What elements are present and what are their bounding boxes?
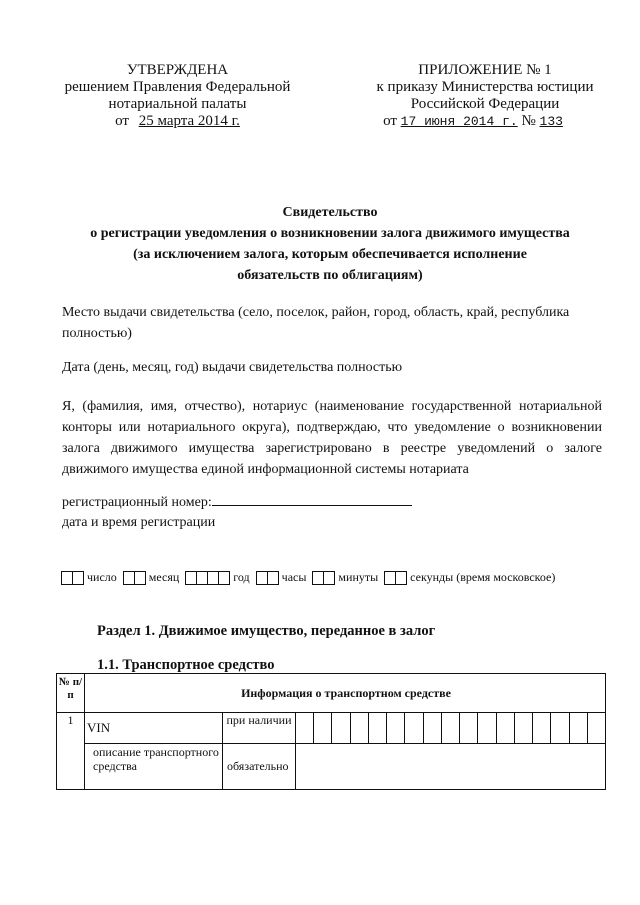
title-line3: (за исключением залога, которым обеспечивается исполнение bbox=[133, 247, 527, 262]
day-label: число bbox=[87, 570, 117, 584]
approved-date: 25 марта 2014 г. bbox=[138, 113, 240, 129]
vehicle-table bbox=[56, 673, 606, 790]
table-row bbox=[57, 744, 606, 790]
appendix-number-prefix: № bbox=[521, 113, 536, 129]
place-of-issue-text: Место выдачи свидетельства (село, поселок, район, город, область, край, республика полностью) bbox=[62, 305, 570, 341]
reg-number-label: регистрационный номер: bbox=[62, 495, 212, 510]
date-of-issue-text: Дата (день, месяц, год) выдачи свидетельства полностью bbox=[62, 360, 403, 375]
desc-value-cell bbox=[296, 744, 606, 790]
vin-label: VIN bbox=[85, 713, 223, 744]
appendix-date: 17 июня 2014 г. bbox=[400, 114, 518, 129]
hours-label: часы bbox=[281, 570, 307, 584]
title-line2: о регистрации уведомления о возникновении залога движимого имущества bbox=[90, 226, 570, 241]
appendix-number: 133 bbox=[539, 114, 563, 129]
hours-boxes bbox=[256, 571, 279, 585]
vin-cells bbox=[296, 713, 606, 744]
month-label: месяц bbox=[148, 570, 180, 584]
vin-requirement: при наличии bbox=[223, 713, 296, 744]
seconds-label: секунды (время московское) bbox=[410, 570, 556, 584]
row-num: 1 bbox=[57, 713, 85, 790]
reg-datetime-label: дата и время регистрации bbox=[62, 515, 216, 530]
seconds-boxes bbox=[384, 571, 407, 585]
appendix-date-line bbox=[360, 113, 610, 130]
appendix-title: ПРИЛОЖЕНИЕ № 1 bbox=[418, 62, 552, 78]
approved-title: УТВЕРЖДЕНА bbox=[126, 62, 229, 78]
title-line4: обязательств по облигациям) bbox=[237, 268, 423, 283]
reg-number-field bbox=[212, 493, 412, 506]
approved-line1: решением Правления Федеральной bbox=[64, 79, 291, 95]
datetime-boxes-row bbox=[61, 570, 621, 585]
document-title bbox=[40, 202, 620, 286]
desc-label: описание транспортного средства bbox=[85, 744, 223, 790]
appendix-line1: к приказу Министерства юстиции bbox=[376, 79, 594, 95]
appendix-block bbox=[360, 62, 610, 130]
minutes-boxes bbox=[312, 571, 335, 585]
approved-line2: нотариальной палаты bbox=[108, 96, 247, 112]
year-label: год bbox=[233, 570, 250, 584]
day-boxes bbox=[61, 571, 84, 585]
approved-block bbox=[40, 62, 315, 130]
reg-number-line bbox=[62, 492, 610, 513]
table-row bbox=[57, 713, 606, 744]
approved-date-prefix: от bbox=[115, 113, 129, 129]
notary-statement: Я, (фамилия, имя, отчество), нотариус (наименование государственной нотариальной конторы или нотариального округа), подтверждаю, что уведомление о возникновении залога движимого имущества зарегистрировано в реестре уведомлений о залоге движимого имущества единой информационной системы нотариата bbox=[62, 399, 602, 477]
table-header-row bbox=[57, 674, 606, 713]
header-num: № п/п bbox=[57, 674, 85, 713]
appendix-line2: Российской Федерации bbox=[410, 96, 560, 112]
minutes-label: минуты bbox=[338, 570, 379, 584]
header-info: Информация о транспортном средстве bbox=[85, 674, 606, 713]
desc-requirement: обязательно bbox=[223, 744, 296, 790]
subsection-title: 1.1. Транспортное средство bbox=[97, 657, 275, 673]
year-boxes bbox=[185, 571, 230, 585]
appendix-date-prefix: от bbox=[383, 113, 397, 129]
month-boxes bbox=[123, 571, 146, 585]
title-line1: Свидетельство bbox=[282, 205, 378, 220]
approved-date-line bbox=[40, 113, 315, 130]
section1-title: Раздел 1. Движимое имущество, переданное в залог bbox=[97, 623, 436, 639]
